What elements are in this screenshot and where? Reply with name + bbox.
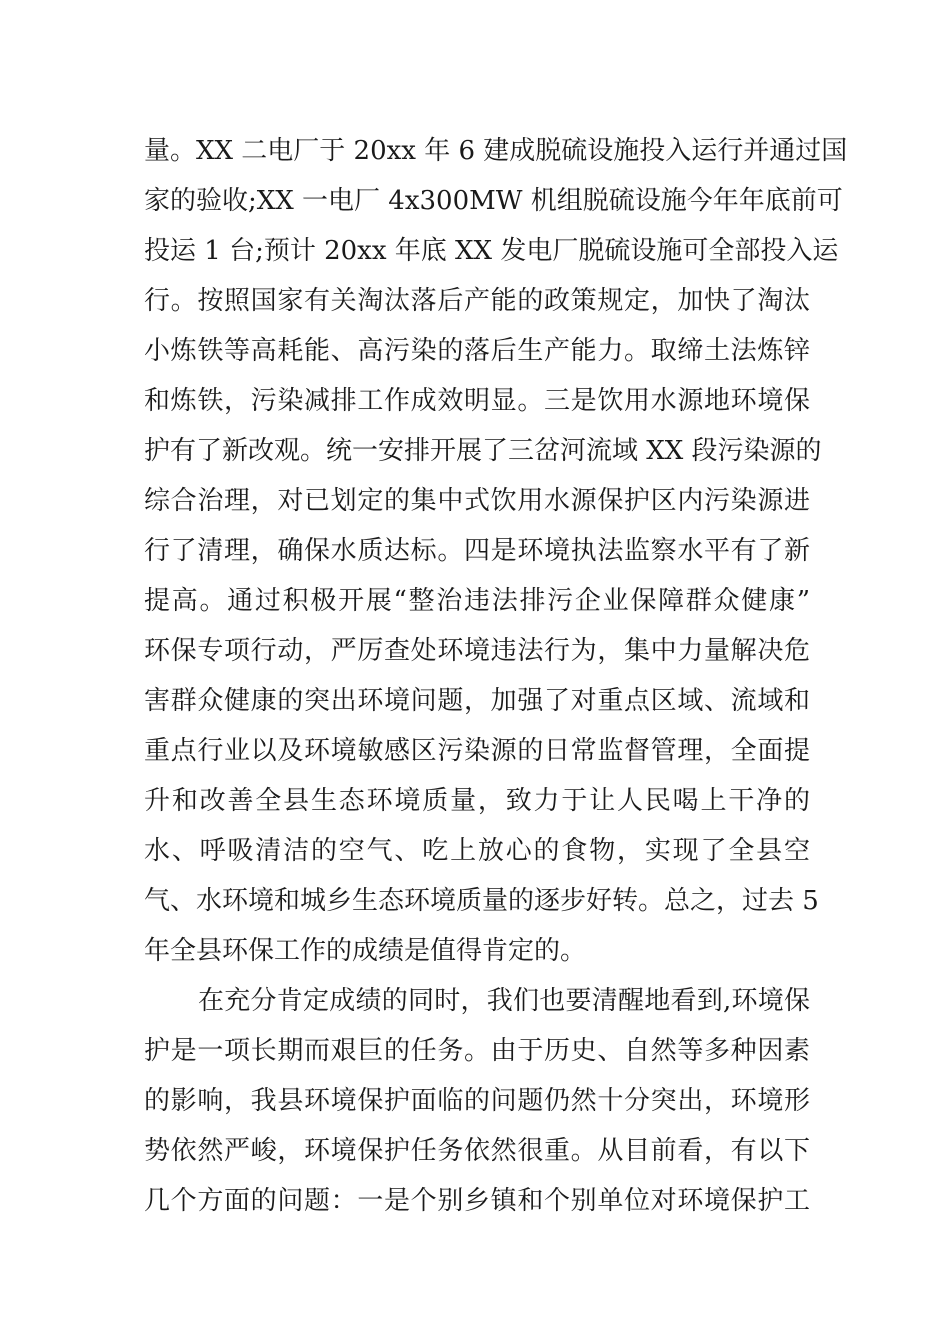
paragraph-line: 行了清理，确保水质达标。四是环境执法监察水平有了新 xyxy=(144,536,810,566)
paragraph-line: 提高。通过积极开展“整治违法排污企业保障群众健康” xyxy=(144,586,810,616)
paragraph-line: 的影响，我县环境保护面临的问题仍然十分突出，环境形 xyxy=(144,1086,810,1116)
paragraph-line: 几个方面的问题：一是个别乡镇和个别单位对环境保护工 xyxy=(144,1186,810,1216)
paragraph-line: 升和改善全县生态环境质量，致力于让人民喝上干净的 xyxy=(144,786,810,816)
paragraph-line: 年全县环保工作的成绩是值得肯定的。 xyxy=(144,936,587,966)
paragraph-line: 水、呼吸清洁的空气、吃上放心的食物，实现了全县空 xyxy=(144,836,810,866)
paragraph-line: 和炼铁，污染减排工作成效明显。三是饮用水源地环境保 xyxy=(144,386,810,416)
paragraph-line: 家的验收;XX 一电厂 4x300MW 机组脱硫设施今年年底前可 xyxy=(144,186,843,216)
paragraph-2 xyxy=(144,976,810,1226)
paragraph-line: 气、水环境和城乡生态环境质量的逐步好转。总之，过去 5 xyxy=(144,886,819,916)
paragraph-line: 环保专项行动，严厉查处环境违法行为，集中力量解决危 xyxy=(144,636,810,666)
paragraph-line: 护是一项长期而艰巨的任务。由于历史、自然等多种因素 xyxy=(144,1036,810,1066)
paragraph-line: 护有了新改观。统一安排开展了三岔河流域 XX 段污染源的 xyxy=(144,436,822,466)
paragraph-line: 投运 1 台;预计 20xx 年底 XX 发电厂脱硫设施可全部投入运 xyxy=(144,236,839,266)
paragraph-line: 量。XX 二电厂于 20xx 年 6 建成脱硫设施投入运行并通过国 xyxy=(144,136,848,166)
paragraph-line: 势依然严峻，环境保护任务依然很重。从目前看，有以下 xyxy=(144,1136,810,1166)
paragraph-line: 害群众健康的突出环境问题，加强了对重点区域、流域和 xyxy=(144,686,810,716)
paragraph-line: 综合治理，对已划定的集中式饮用水源保护区内污染源进 xyxy=(144,486,810,516)
paragraph-line: 行。按照国家有关淘汰落后产能的政策规定，加快了淘汰 xyxy=(144,286,810,316)
paragraph-1 xyxy=(144,126,848,976)
paragraph-line: 小炼铁等高耗能、高污染的落后生产能力。取缔土法炼锌 xyxy=(144,336,810,366)
paragraph-line: 在充分肯定成绩的同时，我们也要清醒地看到,环境保 xyxy=(198,986,810,1016)
paragraph-line: 重点行业以及环境敏感区污染源的日常监督管理，全面提 xyxy=(144,736,810,766)
